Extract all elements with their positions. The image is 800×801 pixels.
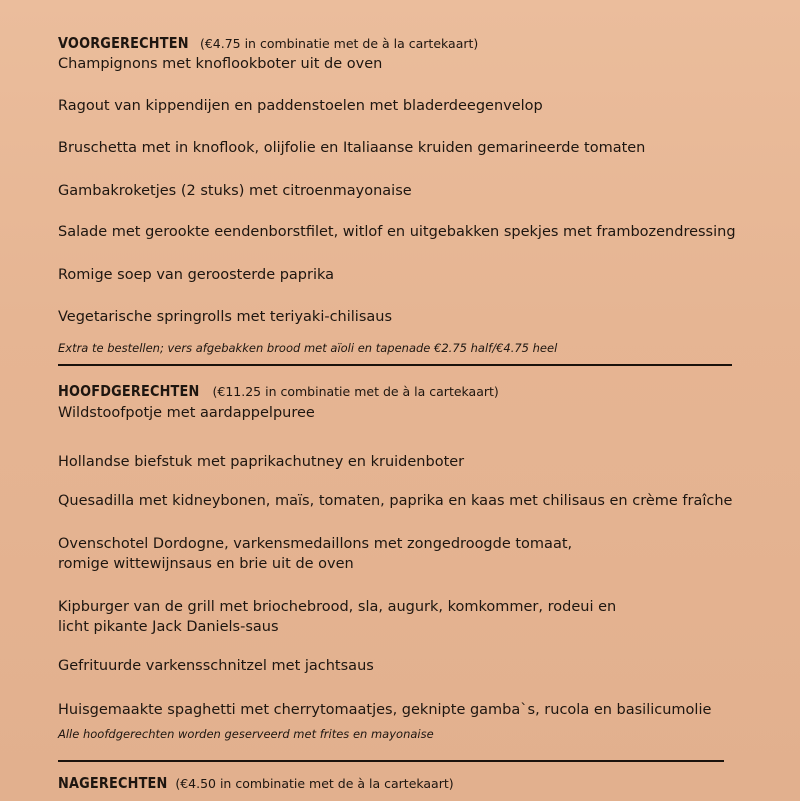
menu-item: Gefrituurde varkensschnitzel met jachtsaus — [58, 658, 374, 674]
menu-item: Kipburger van de grill met briochebrood, sla, augurk, komkommer, rodeui en licht pikante Jack Daniels-saus — [58, 599, 617, 635]
menu-item: Wildstoofpotje met aardappelpuree — [58, 405, 315, 421]
section-divider — [58, 760, 724, 762]
menu-item: Ovenschotel Dordogne, varkensmedaillons met zongedroogde tomaat, romige wittewijnsaus en brie uit de oven — [58, 536, 573, 572]
section-title: VOORGERECHTEN — [58, 34, 189, 52]
menu-item: Huisgemaakte spaghetti met cherrytomaatjes, geknipte gamba`s, rucola en basilicumolie — [58, 702, 712, 718]
section-voorgerechten — [58, 34, 758, 54]
menu-item: Vegetarische springrolls met teriyaki-chilisaus — [58, 309, 393, 325]
menu-item: Gambakroketjes (2 stuks) met citroenmayonaise — [58, 183, 412, 199]
section-title: HOOFDGERECHTEN — [58, 382, 200, 400]
menu-item: Ragout van kippendijen en paddenstoelen met bladerdeegenvelop — [58, 98, 543, 114]
menu-item: Champignons met knoflookboter uit de oven — [58, 56, 383, 72]
section-price-note: (€4.75 in combinatie met de à la cartekaart) — [199, 36, 479, 51]
section-nagerechten — [58, 774, 758, 794]
section-title: NAGERECHTEN — [58, 774, 168, 792]
section-header — [58, 774, 758, 792]
section-price-note: (€4.50 in combinatie met de à la cartekaart) — [175, 776, 454, 791]
section-header — [58, 34, 758, 52]
section-hoofdgerechten — [58, 382, 758, 402]
section-footnote: Alle hoofdgerechten worden geserveerd met frites en mayonaise — [58, 727, 434, 741]
menu-item: Quesadilla met kidneybonen, maïs, tomaten, paprika en kaas met chilisaus en crème fraîche — [58, 493, 733, 509]
menu-item: Romige soep van geroosterde paprika — [58, 267, 335, 283]
menu-item: Bruschetta met in knoflook, olijfolie en Italiaanse kruiden gemarineerde tomaten — [58, 140, 646, 156]
section-header — [58, 382, 758, 400]
menu-item: Hollandse biefstuk met paprikachutney en kruidenboter — [58, 454, 465, 470]
section-divider — [58, 364, 732, 366]
section-price-note: (€11.25 in combinatie met de à la cartekaart) — [212, 384, 499, 399]
menu-item: Salade met gerookte eendenborstfilet, witlof en uitgebakken spekjes met frambozendressing — [58, 224, 736, 240]
section-footnote: Extra te bestellen; vers afgebakken brood met aïoli en tapenade €2.75 half/€4.75 heel — [58, 341, 558, 355]
